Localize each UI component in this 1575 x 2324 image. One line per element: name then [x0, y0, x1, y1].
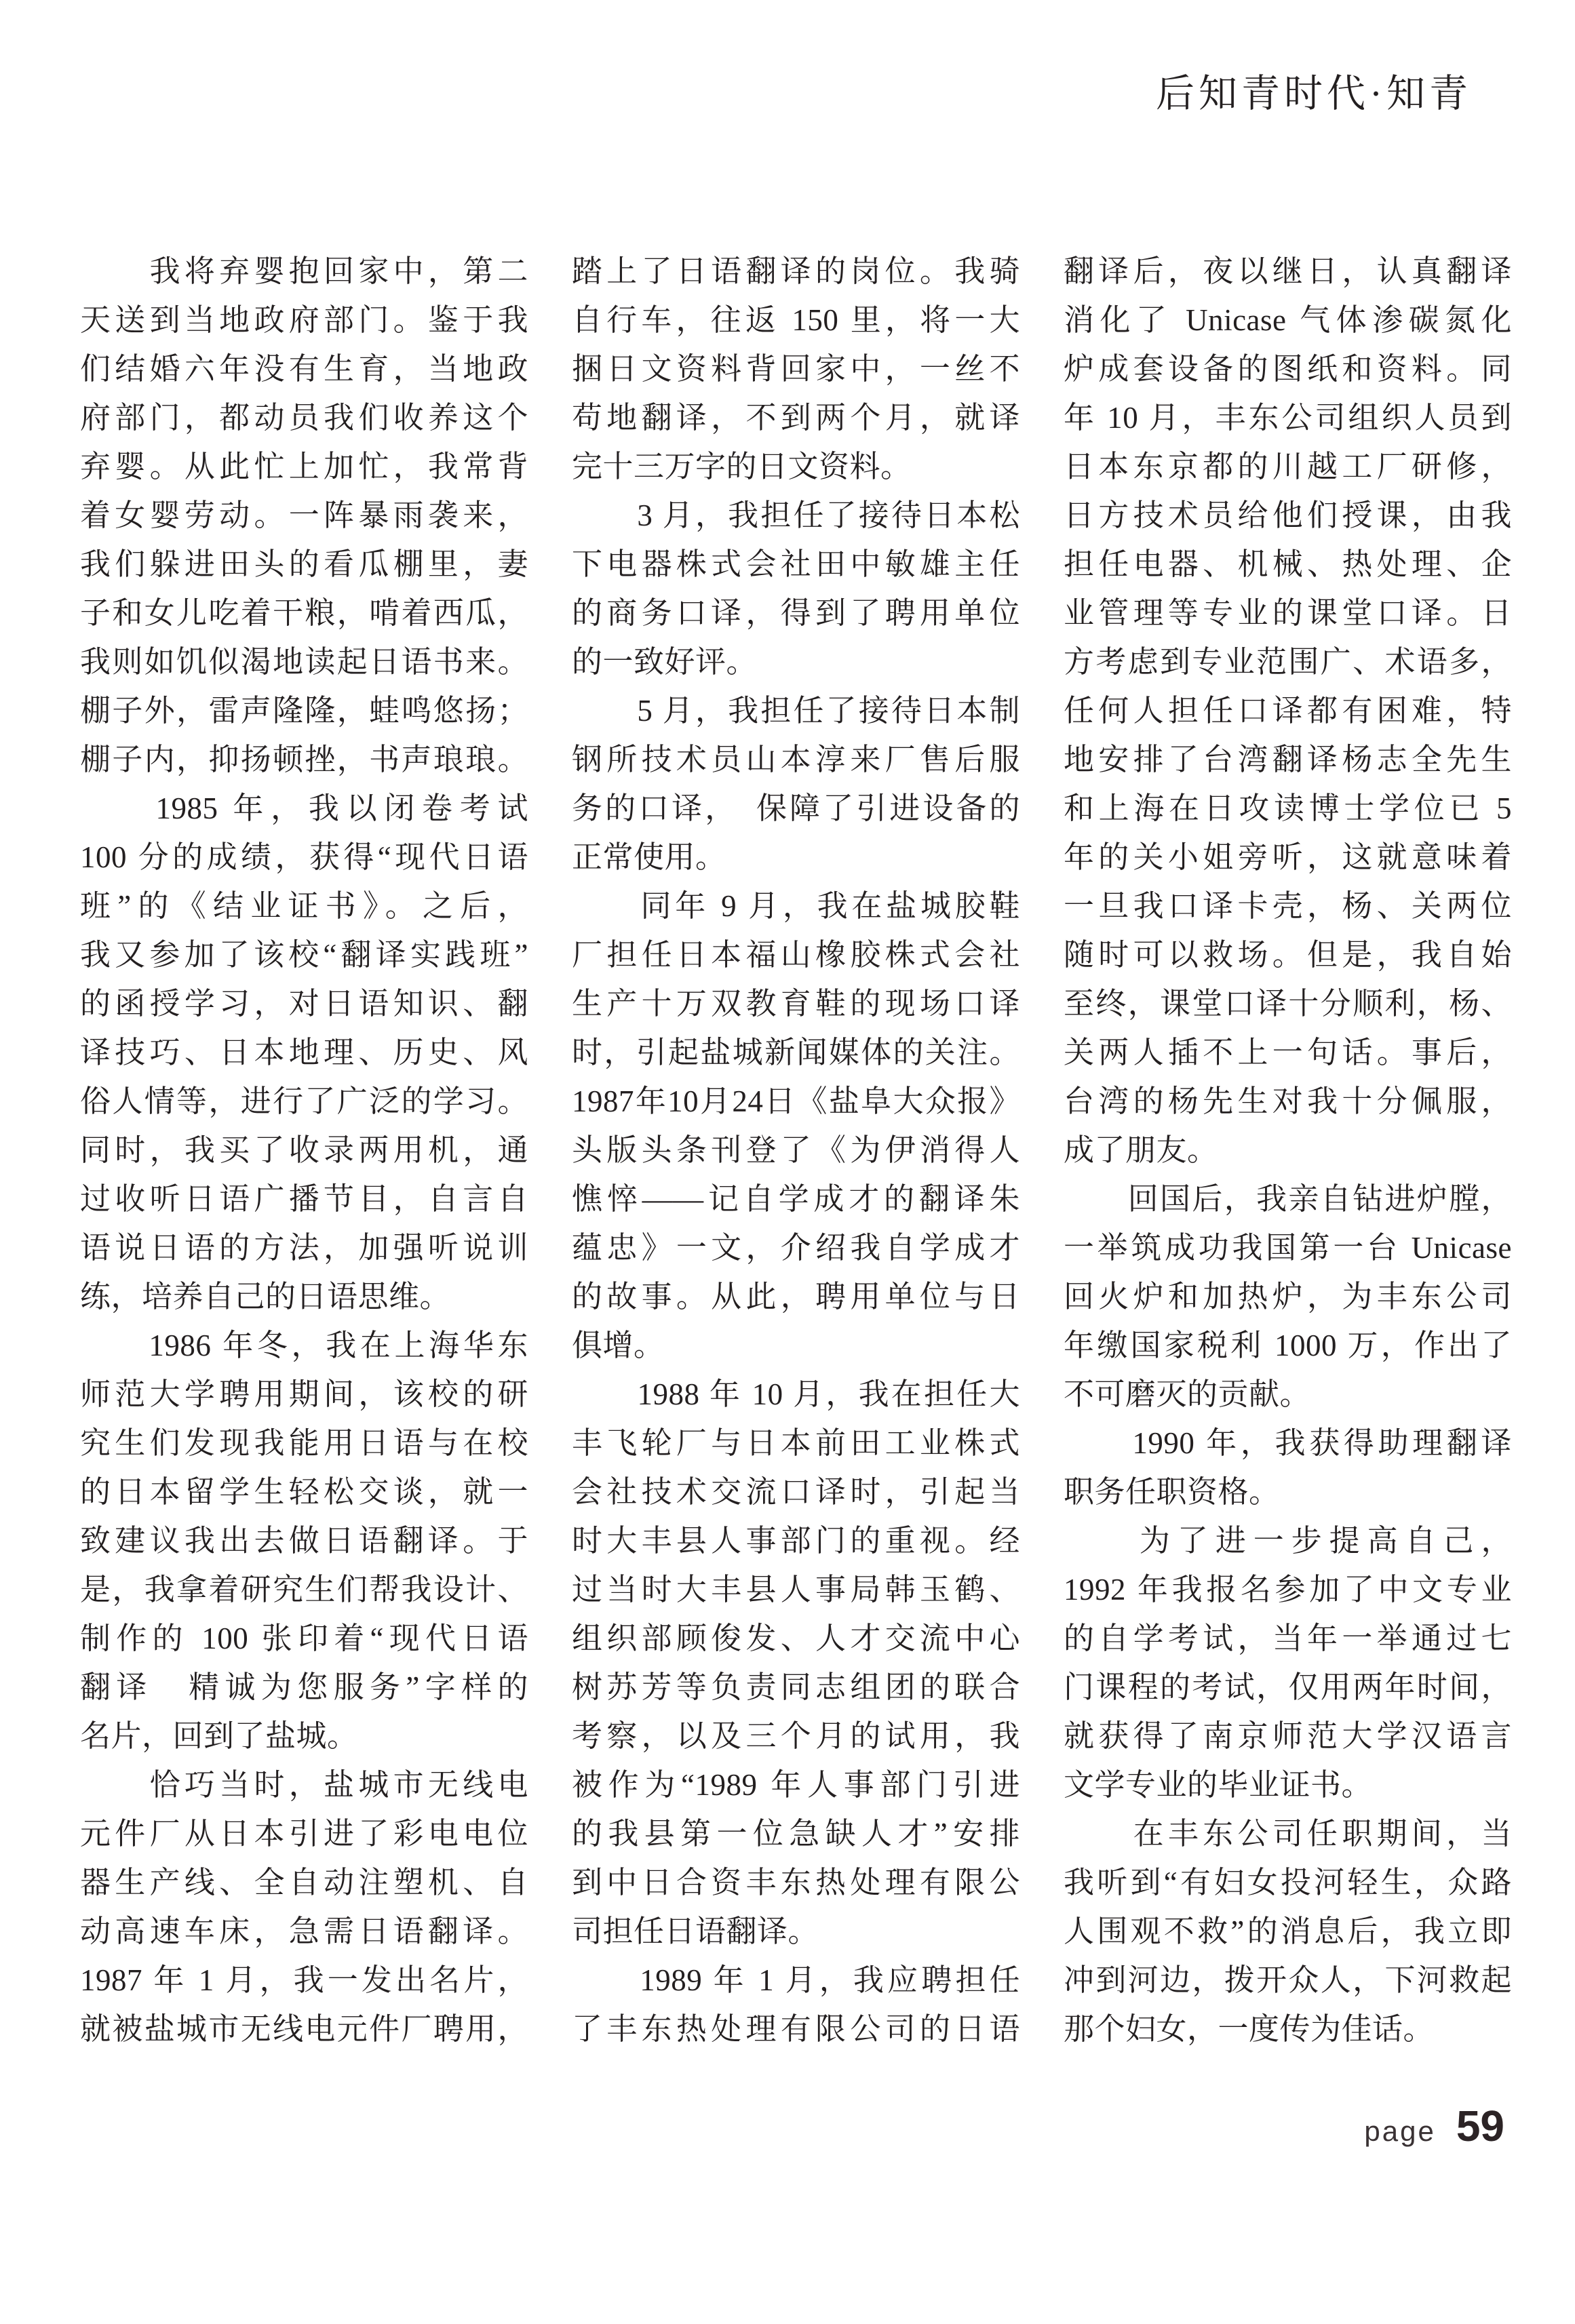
text-line: 就被盐城市无线电元件厂聘用， — [80, 2012, 528, 2046]
text-line: 1992 年我报名参加了中文专业 — [1064, 1573, 1512, 1607]
text-line: 同时，我买了收录两用机，通 — [80, 1133, 528, 1167]
text-line: 的一致好评。 — [572, 645, 758, 679]
article-body — [80, 247, 1513, 2053]
text-line: 钢所技术员山本淳来厂售后服 — [572, 743, 1020, 776]
text-line: 考察，以及三个月的试用，我 — [572, 1719, 1020, 1753]
text-line: 1990 年，我获得助理翻译 — [1064, 1426, 1512, 1460]
text-line: 一举筑成功我国第一台 Unicase — [1064, 1231, 1512, 1265]
text-line: 俱增。 — [572, 1328, 665, 1362]
text-line: 时大丰县人事部门的重视。经 — [572, 1524, 1020, 1558]
text-column-1 — [80, 247, 528, 2053]
text-line: 元件厂从日本引进了彩电电位 — [80, 1817, 528, 1851]
text-line: 天送到当地政府部门。鉴于我 — [80, 303, 528, 337]
page-folio — [1364, 2101, 1504, 2151]
text-line: 的商务口译，得到了聘用单位 — [572, 596, 1020, 630]
text-line: 蕴忠》一文，介绍我自学成才 — [572, 1231, 1020, 1265]
text-line: 我则如饥似渴地读起日语书来。 — [80, 645, 528, 679]
text-line: 厂担任日本福山橡胶株式会社 — [572, 938, 1020, 972]
page-label: page — [1364, 2115, 1436, 2147]
running-header: 后知青时代·知青 — [1156, 73, 1472, 115]
text-line: 1988 年 10 月，我在担任大 — [572, 1377, 1020, 1411]
text-line: 1986 年冬，我在上海华东 — [80, 1328, 528, 1362]
text-line: 时，引起盐城新闻媒体的关注。 — [572, 1036, 1020, 1069]
text-line: 冲到河边，拨开众人，下河救起 — [1064, 1963, 1512, 1997]
text-line: 语说日语的方法，加强听说训 — [80, 1231, 528, 1265]
text-line: 同年 9 月，我在盐城胶鞋 — [572, 889, 1020, 923]
text-line: 消化了 Unicase 气体渗碳氮化 — [1064, 303, 1512, 337]
text-line: 俗人情等，进行了广泛的学习。 — [80, 1084, 528, 1118]
text-line: 师范大学聘用期间，该校的研 — [80, 1377, 528, 1411]
text-line: 回国后，我亲自钻进炉膛， — [1064, 1182, 1512, 1216]
text-line: 职务任职资格。 — [1064, 1475, 1280, 1509]
text-line: 为了进一步提高自己， — [1064, 1524, 1512, 1558]
text-line: 的函授学习，对日语知识、翻 — [80, 987, 528, 1021]
text-line: 捆日文资料背回家中，一丝不 — [572, 352, 1020, 386]
text-line: 子和女儿吃着干粮，啃着西瓜， — [80, 596, 528, 630]
text-line: 到中日合资丰东热处理有限公 — [572, 1866, 1020, 1899]
text-line: 我将弃婴抱回家中，第二 — [80, 254, 528, 288]
text-line: 和上海在日攻读博士学位已 5 — [1064, 791, 1512, 825]
text-line: 至终，课堂口译十分顺利，杨、 — [1064, 987, 1512, 1021]
text-line: 会社技术交流口译时，引起当 — [572, 1475, 1020, 1509]
text-line: 头版头条刊登了《为伊消得人 — [572, 1133, 1020, 1167]
text-line: 苟地翻译，不到两个月，就译 — [572, 401, 1020, 435]
text-line: 任何人担任口译都有困难，特 — [1064, 694, 1512, 728]
text-line: 自行车，往返 150 里，将一大 — [572, 303, 1020, 337]
text-line: 年缴国家税利 1000 万，作出了 — [1064, 1328, 1512, 1362]
text-column-3 — [1064, 247, 1512, 2053]
text-line: 随时可以救场。但是，我自始 — [1064, 938, 1512, 972]
text-line: 不可磨灭的贡献。 — [1064, 1377, 1311, 1411]
text-line: 完十三万字的日文资料。 — [572, 450, 912, 484]
text-line: 棚子外，雷声隆隆，蛙鸣悠扬； — [80, 694, 528, 728]
text-line: 1987年10月24日《盐阜大众报》 — [572, 1084, 1020, 1118]
text-line: 人围观不救”的消息后，我立即 — [1064, 1914, 1512, 1948]
text-line: 业管理等专业的课堂口译。日 — [1064, 596, 1512, 630]
text-line: 过当时大丰县人事局韩玉鹤、 — [572, 1573, 1020, 1607]
text-line: 一旦我口译卡壳，杨、关两位 — [1064, 889, 1512, 923]
text-line: 班”的《结业证书》。之后， — [80, 889, 528, 923]
text-line: 们结婚六年没有生育，当地政 — [80, 352, 528, 386]
text-line: 100 分的成绩，获得“现代日语 — [80, 840, 528, 874]
text-line: 方考虑到专业范围广、术语多， — [1064, 645, 1512, 679]
text-line: 担任电器、机械、热处理、企 — [1064, 547, 1512, 581]
text-line: 日方技术员给他们授课，由我 — [1064, 498, 1512, 532]
text-line: 了丰东热处理有限公司的日语 — [572, 2012, 1020, 2046]
text-line: 弃婴。从此忙上加忙，我常背 — [80, 450, 528, 484]
text-line: 年 10 月，丰东公司组织人员到 — [1064, 401, 1512, 435]
text-line: 地安排了台湾翻译杨志全先生 — [1064, 743, 1512, 776]
text-line: 是，我拿着研究生们帮我设计、 — [80, 1573, 528, 1607]
text-line: 那个妇女，一度传为佳话。 — [1064, 2012, 1435, 2046]
text-line: 译技巧、日本地理、历史、风 — [80, 1036, 528, 1069]
text-line: 我们躲进田头的看瓜棚里，妻 — [80, 547, 528, 581]
text-line: 组织部顾俊发、人才交流中心 — [572, 1621, 1020, 1655]
text-line: 我又参加了该校“翻译实践班” — [80, 938, 528, 972]
text-line: 的故事。从此，聘用单位与日 — [572, 1280, 1020, 1314]
text-line: 练，培养自己的日语思维。 — [80, 1280, 451, 1314]
text-line: 过收听日语广播节目，自言自 — [80, 1182, 528, 1216]
text-line: 着女婴劳动。一阵暴雨袭来， — [80, 498, 528, 532]
text-line: 踏上了日语翻译的岗位。我骑 — [572, 254, 1020, 288]
text-line: 文学专业的毕业证书。 — [1064, 1768, 1373, 1802]
text-line: 的我县第一位急缺人才”安排 — [572, 1817, 1020, 1851]
text-line: 年的关小姐旁听，这就意味着 — [1064, 840, 1512, 874]
text-line: 成了朋友。 — [1064, 1133, 1218, 1167]
text-line: 恰巧当时，盐城市无线电 — [80, 1768, 528, 1802]
text-line: 憔悴——记自学成才的翻译朱 — [572, 1182, 1020, 1216]
text-line: 3 月，我担任了接待日本松 — [572, 498, 1020, 532]
text-line: 府部门，都动员我们收养这个 — [80, 401, 528, 435]
text-line: 的日本留学生轻松交谈，就一 — [80, 1475, 528, 1509]
text-line: 我听到“有妇女投河轻生，众路 — [1064, 1866, 1512, 1899]
text-line: 丰飞轮厂与日本前田工业株式 — [572, 1426, 1020, 1460]
text-line: 1985 年，我以闭卷考试 — [80, 791, 528, 825]
page-number: 59 — [1456, 2102, 1504, 2150]
text-column-2 — [572, 247, 1020, 2053]
text-line: 在丰东公司任职期间，当 — [1064, 1817, 1512, 1851]
text-line: 翻译后，夜以继日，认真翻译 — [1064, 254, 1512, 288]
text-line: 致建议我出去做日语翻译。于 — [80, 1524, 528, 1558]
text-line: 器生产线、全自动注塑机、自 — [80, 1866, 528, 1899]
text-line: 务的口译， 保障了引进设备的 — [572, 791, 1020, 825]
text-line: 1987 年 1 月，我一发出名片， — [80, 1963, 528, 1997]
text-line: 日本东京都的川越工厂研修， — [1064, 450, 1512, 484]
text-line: 正常使用。 — [572, 840, 726, 874]
text-line: 就获得了南京师范大学汉语言 — [1064, 1719, 1512, 1753]
text-line: 门课程的考试，仅用两年时间， — [1064, 1670, 1512, 1704]
text-line: 动高速车床，急需日语翻译。 — [80, 1914, 528, 1948]
text-line: 台湾的杨先生对我十分佩服， — [1064, 1084, 1512, 1118]
text-line: 棚子内，抑扬顿挫，书声琅琅。 — [80, 743, 528, 776]
text-line: 制作的 100 张印着“现代日语 — [80, 1621, 528, 1655]
text-line: 回火炉和加热炉，为丰东公司 — [1064, 1280, 1512, 1314]
text-line: 究生们发现我能用日语与在校 — [80, 1426, 528, 1460]
text-line: 炉成套设备的图纸和资料。同 — [1064, 352, 1512, 386]
text-line: 5 月，我担任了接待日本制 — [572, 694, 1020, 728]
text-line: 翻译 精诚为您服务”字样的 — [80, 1670, 528, 1704]
text-line: 的自学考试，当年一举通过七 — [1064, 1621, 1512, 1655]
text-line: 被作为“1989 年人事部门引进 — [572, 1768, 1020, 1802]
text-line: 树苏芳等负责同志组团的联合 — [572, 1670, 1020, 1704]
text-line: 生产十万双教育鞋的现场口译 — [572, 987, 1020, 1021]
text-line: 下电器株式会社田中敏雄主任 — [572, 547, 1020, 581]
text-line: 关两人插不上一句话。事后， — [1064, 1036, 1512, 1069]
text-line: 1989 年 1 月，我应聘担任 — [572, 1963, 1020, 1997]
text-line: 名片，回到了盐城。 — [80, 1719, 358, 1753]
text-line: 司担任日语翻译。 — [572, 1914, 819, 1948]
